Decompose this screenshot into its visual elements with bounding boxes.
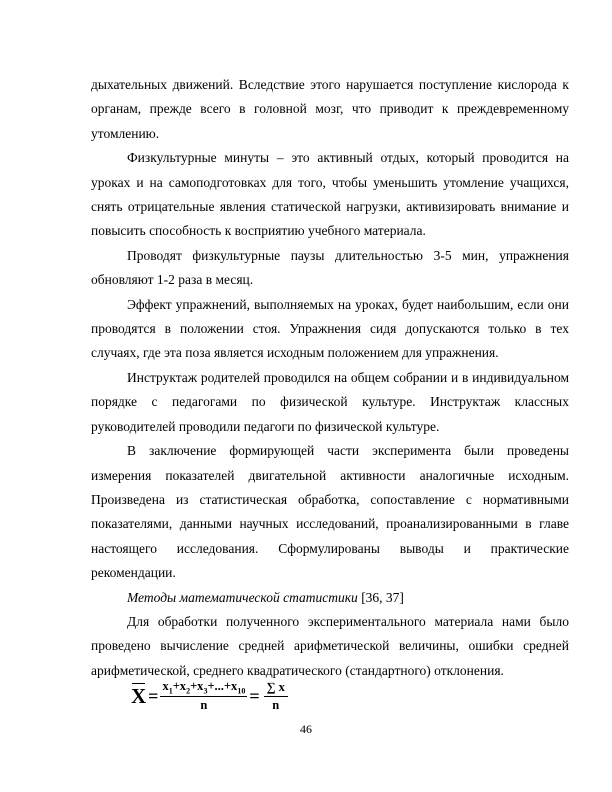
formula-sum-denominator: n — [272, 697, 280, 712]
formula-mean-symbol: X — [131, 683, 147, 708]
formula-denominator: n — [200, 698, 208, 713]
section-heading — [91, 586, 569, 610]
mean-formula — [131, 678, 288, 714]
paragraph-continuation: дыхательных движений. Вследствие этого нарушается поступление кислорода к органам, прежде всего в головной мозг, что приводит к преждевременному утомлению. — [91, 77, 569, 141]
paragraph-pauses: Проводят физкультурные паузы длительностью 3-5 мин, упражнения обновляют 1-2 раза в месяц. — [91, 247, 569, 288]
formula-fraction-sum-terms — [160, 679, 247, 714]
formula-numerator: $x_1+x_2+x_3+...+x_{10}$ — [162, 678, 246, 696]
paragraph-statistics: Для обработки полученного экспериментального материала нами было проведено вычисление средней арифметической величины, ошибки средней арифметической, среднего квадратического (стандартного) отклонения. — [91, 613, 569, 678]
formula-equals-2: = — [249, 686, 260, 706]
formula-sum-numerator: ∑ x — [266, 679, 285, 694]
paragraph-effect: Эффект упражнений, выполняемых на уроках, будет наибольшим, если они проводятся в положении стоя. Упражнения сидя допускаются только в тех случаях, где эта поза является исходным положением для упражнения. — [91, 296, 569, 361]
section-heading-refs: [36, 37] — [361, 589, 404, 605]
section-heading-title: Методы математической статистики — [127, 589, 358, 605]
formula-equals: = — [148, 686, 159, 706]
body-text — [91, 73, 569, 683]
paragraph-physical-minutes: Физкультурные минуты – это активный отдых, который проводится на уроках и на самоподготовках для того, чтобы уменьшить утомление учащихся, снять отрицательные явления статической нагрузки, активизировать внимание и повысить способность к восприятию учебного материала. — [91, 150, 569, 239]
paragraph-conclusion: В заключение формирующей части эксперимента были проведены измерения показателей двигательной активности аналогичные исходным. Произведена из статистическая обработка, сопоставление с нормативными показателями, данными научных исследований, проанализированными в главе настоящего исследования. Сформулированы выводы и практические рекомендации. — [91, 443, 569, 581]
formula-fraction-sigma — [264, 680, 288, 713]
paragraph-instruction: Инструктаж родителей проводился на общем собрании и в индивидуальном порядке с педагогами по физической культуре. Инструктаж классных руководителей проводили педагоги по физической культуре. — [91, 369, 569, 434]
page-number: 46 — [300, 722, 312, 736]
